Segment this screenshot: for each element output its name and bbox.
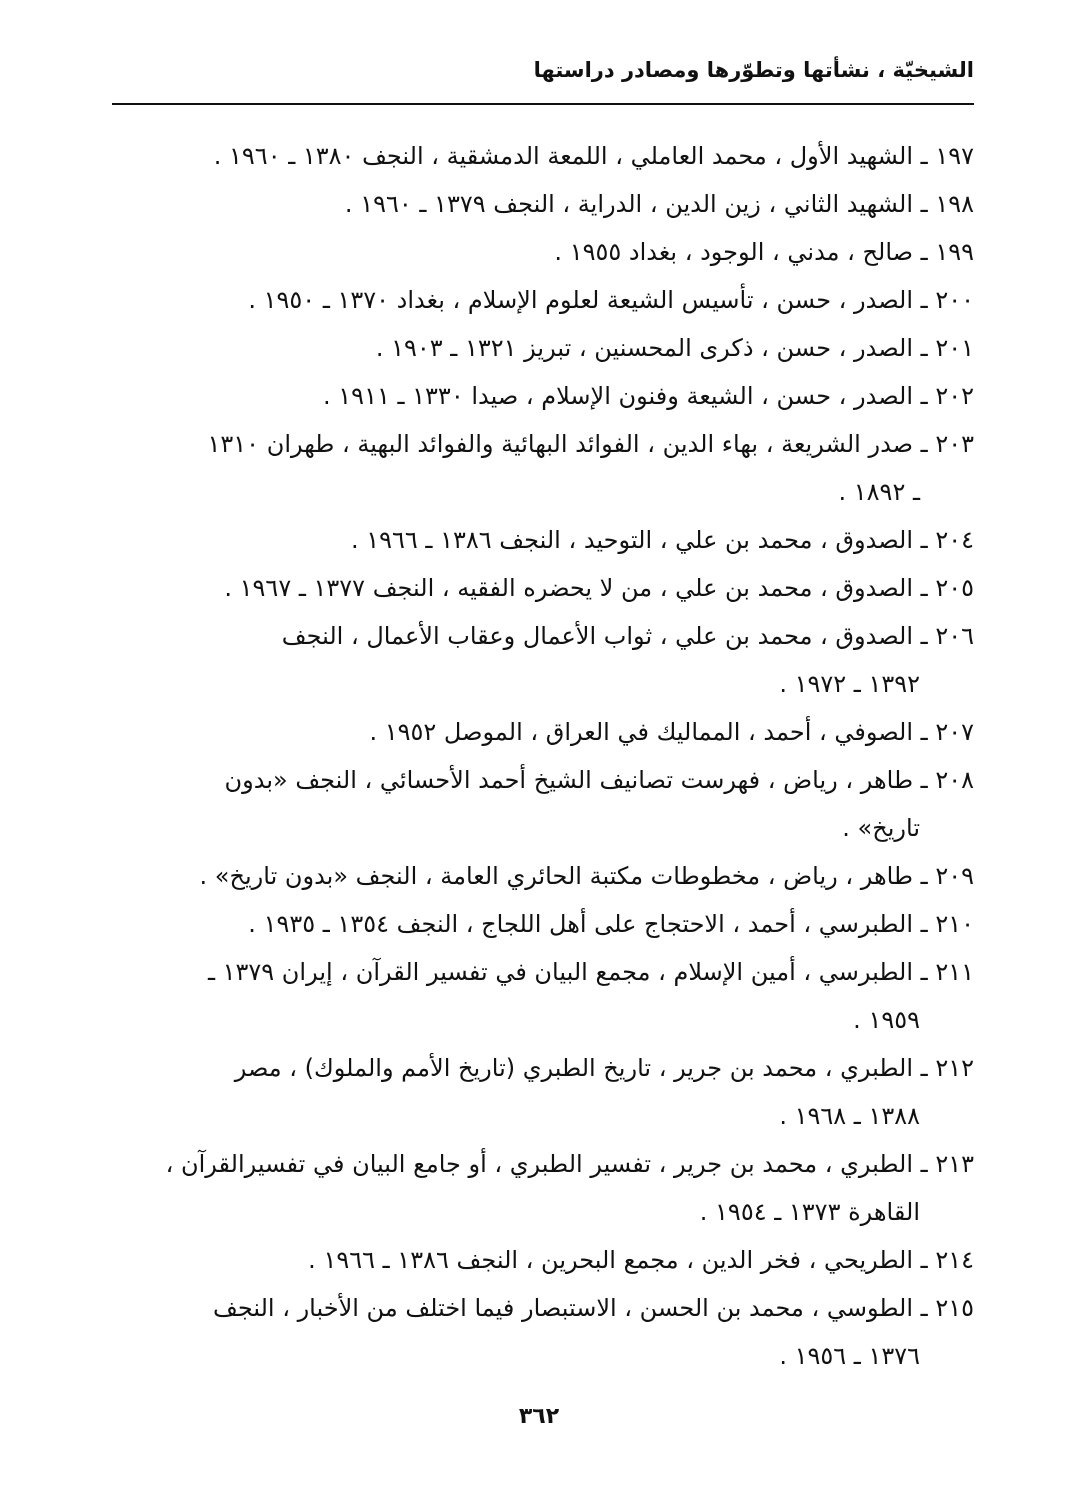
- bibliography-entry: ١٩٩ ـ صالح ، مدني ، الوجود ، بغداد ١٩٥٥ .: [554, 238, 974, 266]
- running-header: الشيخيّة ، نشأتها وتطوّرها ومصادر دراستها: [533, 58, 974, 82]
- bibliography-entry: ٢٠٧ ـ الصوفي ، أحمد ، المماليك في العراق ، الموصل ١٩٥٢ .: [369, 718, 974, 746]
- bibliography-entry: ٢٠٦ ـ الصدوق ، محمد بن علي ، ثواب الأعمال وعقاب الأعمال ، النجف ١٣٩٢ ـ ١٩٧٢ .: [281, 622, 974, 698]
- bibliography-entry: ١٩٨ ـ الشهيد الثاني ، زين الدين ، الدراية ، النجف ١٣٧٩ ـ ١٩٦٠ .: [344, 190, 974, 218]
- header-rule: [112, 103, 974, 105]
- bibliography-entry: ٢١٤ ـ الطريحي ، فخر الدين ، مجمع البحرين ، النجف ١٣٨٦ ـ ١٩٦٦ .: [308, 1246, 974, 1274]
- bibliography-entry: ٢٠٤ ـ الصدوق ، محمد بن علي ، التوحيد ، النجف ١٣٨٦ ـ ١٩٦٦ .: [350, 526, 974, 554]
- page-number: ٣٦٢: [518, 1404, 560, 1429]
- bibliography-entry: ٢٠٢ ـ الصدر ، حسن ، الشيعة وفنون الإسلام ، صيدا ١٣٣٠ ـ ١٩١١ .: [323, 382, 974, 410]
- bibliography-entry: ٢١١ ـ الطبرسي ، أمين الإسلام ، مجمع البيان في تفسير القرآن ، إيران ١٣٧٩ ـ ١٩٥٩ .: [207, 958, 974, 1034]
- bibliography-entry: ٢٠٨ ـ طاهر ، رياض ، فهرست تصانيف الشيخ أحمد الأحسائي ، النجف «بدون تاريخ» .: [224, 766, 974, 842]
- bibliography-entry: ٢١٢ ـ الطبري ، محمد بن جرير ، تاريخ الطبري (تاريخ الأمم والملوك) ، مصر ١٣٨٨ ـ ١٩٦٨ .: [234, 1054, 974, 1130]
- bibliography-entry: ١٩٧ ـ الشهيد الأول ، محمد العاملي ، اللمعة الدمشقية ، النجف ١٣٨٠ ـ ١٩٦٠ .: [213, 142, 974, 170]
- bibliography-entry: ٢٠٩ ـ طاهر ، رياض ، مخطوطات مكتبة الحائري العامة ، النجف «بدون تاريخ» .: [199, 862, 974, 890]
- bibliography-entry: ٢٠١ ـ الصدر ، حسن ، ذكرى المحسنين ، تبريز ١٣٢١ ـ ١٩٠٣ .: [375, 334, 974, 362]
- bibliography-entry: ٢١٠ ـ الطبرسي ، أحمد ، الاحتجاج على أهل اللجاج ، النجف ١٣٥٤ ـ ١٩٣٥ .: [248, 910, 974, 938]
- bibliography-entry: ٢١٥ ـ الطوسي ، محمد بن الحسن ، الاستبصار فيما اختلف من الأخبار ، النجف ١٣٧٦ ـ ١٩٥٦ .: [213, 1294, 974, 1370]
- bibliography-entry: ٢١٣ ـ الطبري ، محمد بن جرير ، تفسير الطبري ، أو جامع البيان في تفسيرالقرآن ، القاهرة ١٣٧٣ ـ ١٩٥٤ .: [165, 1150, 974, 1226]
- bibliography-entry: ٢٠٠ ـ الصدر ، حسن ، تأسيس الشيعة لعلوم الإسلام ، بغداد ١٣٧٠ ـ ١٩٥٠ .: [248, 286, 974, 314]
- bibliography-entry: ٢٠٥ ـ الصدوق ، محمد بن علي ، من لا يحضره الفقيه ، النجف ١٣٧٧ ـ ١٩٦٧ .: [224, 574, 974, 602]
- bibliography-entry: ٢٠٣ ـ صدر الشريعة ، بهاء الدين ، الفوائد البهائية والفوائد البهية ، طهران ١٣١٠ ـ ١٨٩٢ .: [207, 430, 974, 506]
- bibliography-list: [112, 132, 974, 1380]
